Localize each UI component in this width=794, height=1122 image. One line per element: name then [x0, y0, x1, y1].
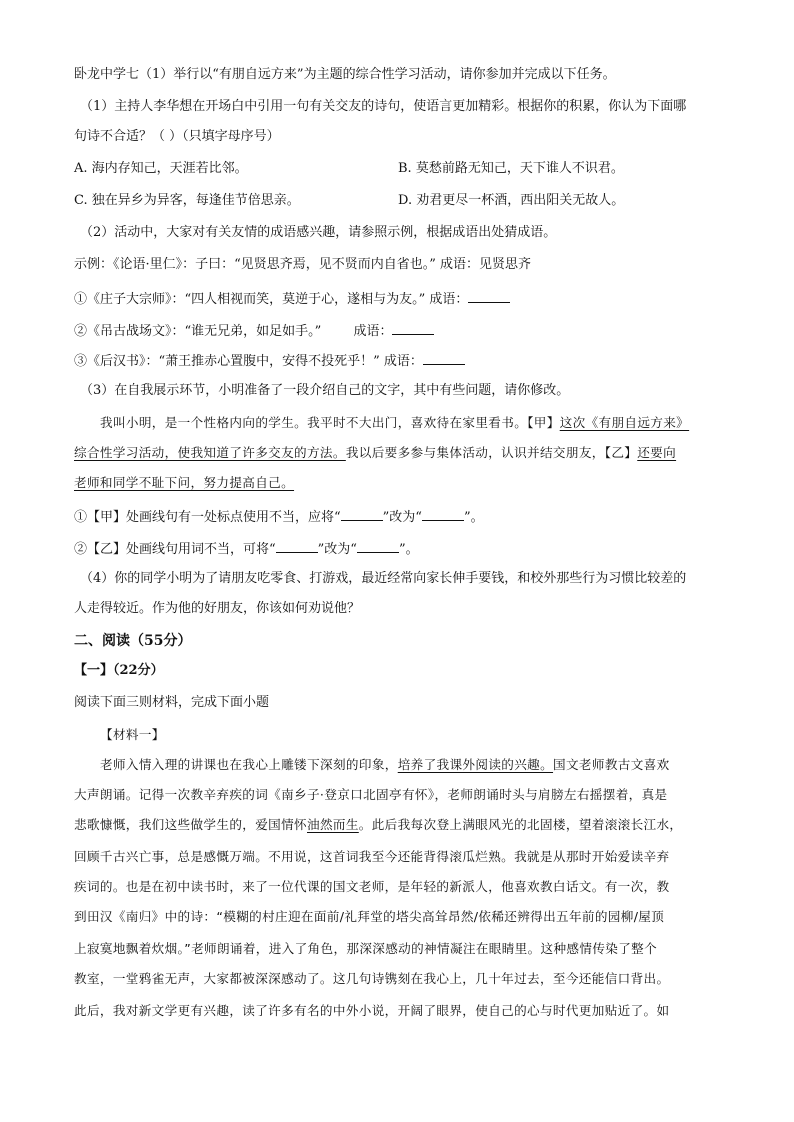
q2-line1: （2）活动中，大家对有关友情的成语感兴趣，请参照示例，根据成语出处猜成语。	[80, 225, 557, 240]
jia-underlined: 这次《有朋自远方来》	[559, 415, 690, 430]
reading-instruction: 阅读下面三则材料，完成下面小题	[74, 695, 270, 710]
q2-item3	[74, 350, 465, 371]
passage-underlined: 培养了我课外阅读的兴趣。	[397, 757, 554, 772]
section-title: 二、阅读（55分）	[74, 633, 192, 649]
yi-underlined: 老师和同学不耻下问，努力提高自己。	[74, 475, 295, 490]
passage-line: 到田汉《南归》中的诗：“模糊的村庄迎在面前/礼拜堂的塔尖高耸昂然/依稀还辨得出五年前的园柳/屋顶	[74, 909, 665, 924]
q2-item2-text: ②《吊古战场文》：“谁无兄弟，如足如手。”	[74, 324, 322, 339]
answer-blank[interactable]	[423, 350, 465, 365]
q3-fix1-text: ”。	[463, 510, 484, 525]
q3-line1: （3）在自我展示环节，小明准备了一段介绍自己的文字，其中有些问题，请你修改。	[80, 383, 570, 398]
q3-fix1-text: ”改为“	[382, 510, 422, 525]
q2-example: 示例：《论语·里仁》：子曰：“见贤思齐焉，见不贤而内自省也。” 成语：见贤思齐	[74, 257, 532, 272]
q3-fix1-text: ①【甲】处画线句有一处标点使用不当，应将“	[74, 510, 341, 525]
q4-line1: （4）你的同学小明为了请朋友吃零食、打游戏，最近经常向家长伸手要钱，和校外那些行为习惯比较差的	[80, 571, 687, 586]
q3-para-line1	[100, 414, 689, 432]
q1-option-d: D. 劝君更尽一杯酒，西出阳关无故人。	[398, 193, 625, 208]
passage-text: 。此后我每次登上满眼风光的北固楼，望着滚滚长江水，	[358, 817, 683, 832]
q3-para-text: 我以后要多参与集体活动，认识并结交朋友，【乙】	[345, 445, 638, 460]
q4-line2: 人走得较近。作为他的好朋友，你该如何劝说他？	[74, 601, 361, 616]
q1-line1: （1）主持人李华想在开场白中引用一句有关交友的诗句，使语言更加精彩。根据你的积累，你认为下面哪	[80, 99, 687, 114]
q3-fix2	[74, 538, 419, 559]
answer-blank[interactable]	[341, 506, 383, 521]
q3-para-text: 我叫小明，是一个性格内向的学生。我平时不大出门，喜欢待在家里看书。【甲】	[100, 415, 560, 430]
intro-line: 卧龙中学七（1）举行以“有朋自远方来”为主题的综合性学习活动，请你参加并完成以下任务。	[74, 67, 616, 82]
q2-item3-text: ③《后汉书》：“萧王推赤心置腹中，安得不投死乎！” 成语：	[74, 354, 423, 369]
passage-line: 上寂寞地飘着炊烟。”老师朗诵着，进入了角色，那深深感动的神情凝注在眼睛里。这种感情传染了整个	[74, 941, 658, 956]
passage-line: 教室，一堂鸦雀无声，大家都被深深感动了。这几句诗镌刻在我心上，几十年过去，至今还能信口背出。	[74, 971, 670, 986]
q3-para-line2	[74, 444, 676, 462]
answer-blank[interactable]	[468, 288, 510, 303]
passage-text: 国文老师教古文喜欢	[553, 757, 670, 772]
q3-fix2-text: ”。	[398, 542, 419, 557]
q3-fix2-text: ”改为“	[317, 542, 357, 557]
q1-line2: 句诗不合适？（ ）（只填字母序号）	[74, 129, 280, 144]
q2-item2	[74, 320, 434, 341]
q2-item1	[74, 288, 510, 309]
passage-line: 疾词的。也是在初中读书时，来了一位代课的国文老师，是年轻的新派人，他喜欢教白话文。有一次，教	[74, 879, 670, 894]
answer-blank[interactable]	[357, 538, 399, 553]
passage-line: 此后，我对新文学更有兴趣，读了许多有名的中外小说，开阔了眼界，使自己的心与时代更加贴近了。如	[74, 1003, 670, 1018]
passage-line	[100, 756, 670, 774]
answer-blank[interactable]	[276, 538, 318, 553]
q1-option-a: A. 海内存知己，天涯若比邻。	[74, 161, 248, 176]
part-title: 【一】（22分）	[74, 663, 164, 678]
q2-item1-text: ①《庄子大宗师》：“四人相视而笑，莫逆于心，遂相与为友。” 成语：	[74, 292, 469, 307]
passage-text: 悲歌慷慨，我们这些做学生的，爱国情怀	[74, 817, 307, 832]
q3-para-line3	[74, 474, 294, 492]
q2-item2-label: 成语：	[353, 324, 393, 339]
q1-option-c: C. 独在异乡为异客，每逢佳节倍思亲。	[74, 193, 300, 208]
passage-line	[74, 816, 682, 834]
answer-blank[interactable]	[422, 506, 464, 521]
passage-line: 回顾千古兴亡事，总是感慨万端。不用说，这首词我至今还能背得滚瓜烂熟。我就是从那时开始爱读辛弃	[74, 849, 670, 864]
passage-underlined: 油然而生	[307, 817, 359, 832]
passage-text: 老师入情入理的讲课也在我心上雕镂下深刻的印象，	[100, 757, 398, 772]
material-label: 【材料一】	[100, 727, 165, 742]
q1-option-b: B. 莫愁前路无知己，天下谁人不识君。	[398, 161, 624, 176]
jia-underlined: 综合性学习活动，使我知道了许多交友的方法。	[74, 445, 346, 460]
q3-fix2-text: ②【乙】处画线句用词不当，可将“	[74, 542, 276, 557]
q3-fix1	[74, 506, 484, 527]
passage-line: 大声朗诵。记得一次教辛弃疾的词《南乡子·登京口北固亭有怀》，老师朗诵时头与肩膀左右摇摆着，真是	[74, 787, 668, 802]
answer-blank[interactable]	[392, 320, 434, 335]
yi-underlined: 还要向	[637, 445, 677, 460]
